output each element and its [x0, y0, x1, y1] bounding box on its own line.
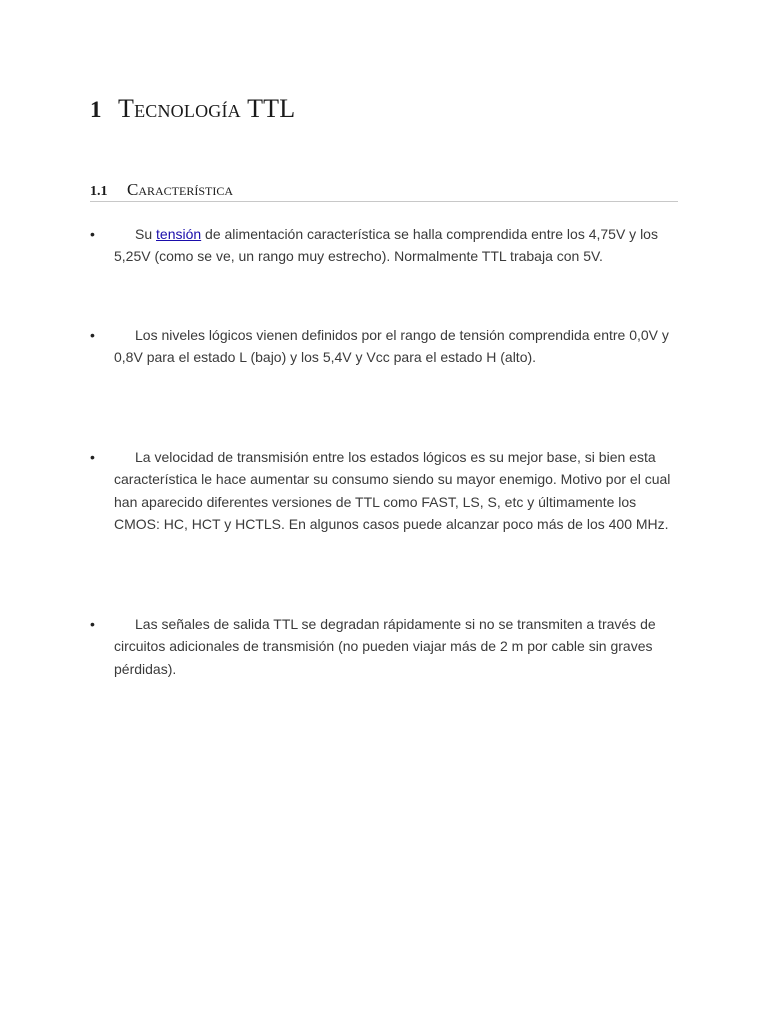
list-item-text: Su [135, 226, 157, 242]
list-item [90, 446, 682, 536]
list-item-text: Los niveles lógicos vienen definidos por el rango de tensión comprendida entre 0,0V y 0,8V para el estado L (bajo) y los 5,4V y Vcc para el estado H (alto). [114, 327, 669, 366]
list-item [90, 324, 682, 369]
list-item [90, 613, 682, 680]
list-item [90, 223, 682, 268]
heading-2-number: 1.1 [90, 184, 108, 199]
heading-1-number: 1 [90, 97, 102, 122]
heading-1-title: Tecnología TTL [118, 94, 296, 123]
tension-link[interactable]: tensión [156, 226, 202, 242]
bullet-icon: • [90, 616, 95, 632]
list-item-text: La velocidad de transmisión entre los estados lógicos es su mejor base, si bien esta característica le hace aumentar su consumo siendo su mayor enemigo. Motivo por el cual han aparecido diferentes versiones de TTL como FAST, LS, S, etc y últimamente los CMOS: HC, HCT y HCTLS. En algunos casos puede alcanzar poco más de los 400 MHz. [114, 449, 671, 533]
heading-2 [90, 180, 678, 202]
bullet-icon: • [90, 327, 95, 343]
bullet-icon: • [90, 226, 95, 242]
heading-1 [90, 94, 295, 124]
list-item-text: de alimentación característica se halla comprendida entre los 4,75V y los 5,25V (como se ve, un rango muy estrecho). Normalmente TTL trabaja con 5V. [114, 226, 658, 265]
list-item-text: Las señales de salida TTL se degradan rápidamente si no se transmiten a través de circuitos adicionales de transmisión (no pueden viajar más de 2 m por cable sin graves pérdidas). [114, 616, 656, 677]
bullet-icon: • [90, 449, 95, 465]
heading-2-title: Característica [127, 180, 234, 199]
